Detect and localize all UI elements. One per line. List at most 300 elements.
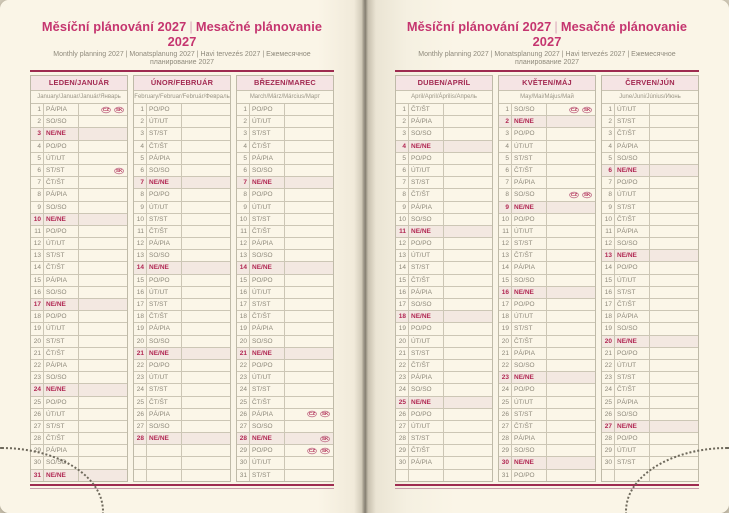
sk-holiday-badge-icon: SK bbox=[321, 411, 329, 417]
day-row bbox=[31, 299, 127, 311]
day-row bbox=[134, 372, 230, 384]
day-row bbox=[396, 238, 492, 250]
day-row bbox=[499, 287, 595, 299]
day-number: 19 bbox=[237, 323, 250, 334]
day-of-week-label: ČT/ŠT bbox=[250, 141, 285, 152]
day-row bbox=[31, 421, 127, 433]
day-of-week-label: PO/PO bbox=[250, 189, 285, 200]
notes-cell bbox=[182, 323, 230, 334]
notes-cell bbox=[79, 409, 127, 420]
day-of-week-label: PÁ/PIA bbox=[409, 116, 444, 127]
day-of-week-label: PÁ/PIA bbox=[250, 323, 285, 334]
day-of-week-label: ČT/ŠT bbox=[147, 226, 182, 237]
day-of-week-label: SO/SO bbox=[615, 238, 650, 249]
notes-cell bbox=[650, 421, 698, 432]
notes-cell bbox=[444, 128, 492, 139]
day-of-week-label: ÚT/UT bbox=[409, 250, 444, 261]
day-row bbox=[499, 445, 595, 457]
day-number: 13 bbox=[237, 250, 250, 261]
title-slovak: Mesačné plánovanie 2027 bbox=[532, 19, 688, 49]
day-number: 29 bbox=[499, 445, 512, 456]
day-row bbox=[499, 226, 595, 238]
notes-cell bbox=[650, 141, 698, 152]
notes-cell bbox=[650, 287, 698, 298]
day-number: 4 bbox=[602, 141, 615, 152]
day-row bbox=[237, 116, 333, 128]
day-of-week-label: ST/ST bbox=[147, 214, 182, 225]
day-number: 31 bbox=[499, 470, 512, 481]
day-row bbox=[396, 104, 492, 116]
notes-cell bbox=[650, 128, 698, 139]
day-of-week-label: ČT/ŠT bbox=[250, 226, 285, 237]
month-column bbox=[498, 75, 596, 482]
day-number: 18 bbox=[31, 311, 44, 322]
day-of-week-label: PÁ/PIA bbox=[409, 372, 444, 383]
day-of-week-label: NE/NE bbox=[615, 336, 650, 347]
day-of-week-label: ČT/ŠT bbox=[409, 104, 444, 115]
day-row bbox=[134, 445, 230, 457]
notes-cell bbox=[650, 153, 698, 164]
notes-cell bbox=[444, 141, 492, 152]
day-row bbox=[396, 275, 492, 287]
day-number: 31 bbox=[237, 470, 250, 481]
day-row bbox=[134, 421, 230, 433]
notes-cell bbox=[79, 177, 127, 188]
day-of-week-label: PÁ/PIA bbox=[44, 275, 79, 286]
day-of-week-label: NE/NE bbox=[512, 372, 547, 383]
notes-cell bbox=[650, 384, 698, 395]
day-row bbox=[499, 336, 595, 348]
day-of-week-label bbox=[147, 445, 182, 456]
day-number: 1 bbox=[602, 104, 615, 115]
day-row bbox=[237, 238, 333, 250]
day-of-week-label: ÚT/UT bbox=[250, 457, 285, 468]
day-number: 11 bbox=[499, 226, 512, 237]
day-of-week-label: ČT/ŠT bbox=[615, 128, 650, 139]
day-row bbox=[31, 250, 127, 262]
day-number: 16 bbox=[499, 287, 512, 298]
day-number: 21 bbox=[396, 348, 409, 359]
notes-cell bbox=[182, 226, 230, 237]
day-of-week-label: PÁ/PIA bbox=[409, 287, 444, 298]
day-row bbox=[499, 323, 595, 335]
day-row bbox=[134, 141, 230, 153]
day-number: 12 bbox=[499, 238, 512, 249]
day-of-week-label: ÚT/UT bbox=[615, 275, 650, 286]
notes-cell bbox=[650, 409, 698, 420]
day-row bbox=[237, 214, 333, 226]
day-of-week-label: PO/PO bbox=[409, 323, 444, 334]
header-rule bbox=[30, 70, 334, 72]
notes-cell bbox=[79, 384, 127, 395]
day-row bbox=[602, 323, 698, 335]
notes-cell bbox=[182, 262, 230, 273]
day-of-week-label: ÚT/UT bbox=[512, 226, 547, 237]
day-row bbox=[602, 104, 698, 116]
notes-cell bbox=[285, 128, 333, 139]
day-row bbox=[31, 433, 127, 445]
day-row bbox=[237, 153, 333, 165]
notes-cell bbox=[182, 433, 230, 444]
day-of-week-label: ČT/ŠT bbox=[250, 311, 285, 322]
notes-cell bbox=[650, 311, 698, 322]
day-number: 27 bbox=[134, 421, 147, 432]
day-number: 18 bbox=[134, 311, 147, 322]
day-number bbox=[134, 470, 147, 481]
day-row bbox=[237, 287, 333, 299]
day-number: 9 bbox=[602, 202, 615, 213]
day-number: 1 bbox=[31, 104, 44, 115]
day-row bbox=[134, 348, 230, 360]
notes-cell bbox=[444, 397, 492, 408]
day-of-week-label: ST/ST bbox=[250, 384, 285, 395]
day-row bbox=[31, 323, 127, 335]
day-row bbox=[499, 104, 595, 116]
day-number: 14 bbox=[134, 262, 147, 273]
day-number: 14 bbox=[499, 262, 512, 273]
notes-cell bbox=[444, 165, 492, 176]
day-number: 15 bbox=[499, 275, 512, 286]
notes-cell bbox=[650, 165, 698, 176]
notes-cell bbox=[79, 360, 127, 371]
day-of-week-label: ÚT/UT bbox=[409, 165, 444, 176]
day-number: 21 bbox=[134, 348, 147, 359]
day-row bbox=[237, 323, 333, 335]
day-of-week-label: ČT/ŠT bbox=[250, 397, 285, 408]
day-row bbox=[602, 202, 698, 214]
day-number: 4 bbox=[237, 141, 250, 152]
day-of-week-label: PÁ/PIA bbox=[409, 202, 444, 213]
day-rows bbox=[499, 104, 595, 481]
day-of-week-label: PO/PO bbox=[512, 299, 547, 310]
day-row bbox=[499, 214, 595, 226]
notes-cell bbox=[182, 299, 230, 310]
notes-cell bbox=[285, 202, 333, 213]
notes-cell bbox=[285, 275, 333, 286]
title-languages: Monthly planning 2027 | Monatsplanung 2027 | Havi tervezés 2027 | Ежемесячное планирование 2027 bbox=[418, 51, 676, 66]
cz-holiday-badge-icon: CZ bbox=[102, 107, 109, 112]
day-number: 30 bbox=[396, 457, 409, 468]
day-of-week-label: SO/SO bbox=[147, 250, 182, 261]
day-number: 8 bbox=[396, 189, 409, 200]
day-row bbox=[134, 189, 230, 201]
notes-cell bbox=[79, 141, 127, 152]
day-number: 22 bbox=[396, 360, 409, 371]
day-of-week-label: NE/NE bbox=[147, 348, 182, 359]
day-of-week-label: PÁ/PIA bbox=[512, 177, 547, 188]
day-of-week-label: NE/NE bbox=[250, 348, 285, 359]
day-number: 25 bbox=[237, 397, 250, 408]
months-left bbox=[30, 75, 334, 482]
day-row bbox=[602, 226, 698, 238]
notes-cell bbox=[547, 226, 595, 237]
notes-cell bbox=[79, 189, 127, 200]
day-of-week-label: PÁ/PIA bbox=[44, 104, 79, 115]
day-row bbox=[499, 116, 595, 128]
day-row bbox=[134, 153, 230, 165]
day-number: 20 bbox=[31, 336, 44, 347]
notes-cell bbox=[547, 409, 595, 420]
notes-cell bbox=[285, 384, 333, 395]
day-number: 30 bbox=[499, 457, 512, 468]
notes-cell bbox=[79, 165, 127, 176]
title-languages: Monthly planning 2027 | Monatsplanung 2027 | Havi tervezés 2027 | Ежемесячное планирование 2027 bbox=[53, 51, 311, 66]
day-of-week-label: PO/PO bbox=[615, 433, 650, 444]
notes-cell bbox=[547, 384, 595, 395]
day-of-week-label: ST/ST bbox=[44, 421, 79, 432]
month-name-header: ČERVEN/JÚN bbox=[602, 76, 698, 91]
day-number: 17 bbox=[602, 299, 615, 310]
notes-cell bbox=[285, 323, 333, 334]
notes-cell bbox=[285, 299, 333, 310]
notes-cell bbox=[650, 116, 698, 127]
day-row bbox=[31, 360, 127, 372]
day-row bbox=[31, 214, 127, 226]
day-of-week-label: ST/ST bbox=[409, 262, 444, 273]
day-of-week-label: ČT/ŠT bbox=[409, 189, 444, 200]
notes-cell bbox=[547, 372, 595, 383]
day-row bbox=[237, 409, 333, 421]
day-number: 24 bbox=[31, 384, 44, 395]
notes-cell bbox=[547, 397, 595, 408]
day-row bbox=[237, 141, 333, 153]
day-number: 21 bbox=[499, 348, 512, 359]
day-of-week-label: PO/PO bbox=[615, 348, 650, 359]
day-number: 28 bbox=[602, 433, 615, 444]
day-row bbox=[396, 165, 492, 177]
sk-holiday-badge-icon: SK bbox=[583, 192, 591, 198]
day-number: 16 bbox=[237, 287, 250, 298]
day-row bbox=[134, 250, 230, 262]
day-row bbox=[237, 226, 333, 238]
notes-cell bbox=[285, 141, 333, 152]
day-number: 14 bbox=[31, 262, 44, 273]
day-row bbox=[602, 336, 698, 348]
day-of-week-label: NE/NE bbox=[44, 470, 79, 481]
notes-cell bbox=[444, 153, 492, 164]
day-of-week-label: ÚT/UT bbox=[512, 311, 547, 322]
day-of-week-label: PO/PO bbox=[147, 189, 182, 200]
notes-cell bbox=[79, 214, 127, 225]
notes-cell bbox=[79, 250, 127, 261]
day-rows bbox=[602, 104, 698, 481]
notes-cell bbox=[547, 287, 595, 298]
day-row bbox=[602, 397, 698, 409]
day-number: 20 bbox=[134, 336, 147, 347]
day-of-week-label: ČT/ŠT bbox=[409, 360, 444, 371]
day-of-week-label: SO/SO bbox=[615, 323, 650, 334]
day-row bbox=[396, 457, 492, 469]
notes-cell bbox=[285, 433, 333, 444]
day-row bbox=[31, 141, 127, 153]
notes-cell bbox=[182, 153, 230, 164]
day-number: 13 bbox=[499, 250, 512, 261]
day-number: 11 bbox=[396, 226, 409, 237]
notes-cell bbox=[444, 323, 492, 334]
day-row bbox=[134, 275, 230, 287]
notes-cell bbox=[547, 262, 595, 273]
day-of-week-label: PO/PO bbox=[409, 153, 444, 164]
notes-cell bbox=[182, 238, 230, 249]
day-of-week-label: PO/PO bbox=[409, 238, 444, 249]
day-number: 20 bbox=[602, 336, 615, 347]
day-of-week-label: SO/SO bbox=[512, 275, 547, 286]
day-number: 28 bbox=[237, 433, 250, 444]
day-of-week-label: PÁ/PIA bbox=[512, 433, 547, 444]
day-of-week-label: PO/PO bbox=[512, 470, 547, 481]
day-of-week-label: PÁ/PIA bbox=[615, 311, 650, 322]
day-of-week-label: ÚT/UT bbox=[147, 372, 182, 383]
day-number: 9 bbox=[396, 202, 409, 213]
notes-cell bbox=[444, 250, 492, 261]
day-of-week-label: ÚT/UT bbox=[250, 202, 285, 213]
day-of-week-label: ÚT/UT bbox=[147, 202, 182, 213]
day-row bbox=[602, 262, 698, 274]
notes-cell bbox=[547, 311, 595, 322]
day-row bbox=[499, 165, 595, 177]
day-number: 15 bbox=[396, 275, 409, 286]
notes-cell bbox=[444, 262, 492, 273]
day-row bbox=[499, 348, 595, 360]
notes-cell bbox=[444, 457, 492, 468]
day-of-week-label: ST/ST bbox=[250, 128, 285, 139]
day-number: 28 bbox=[396, 433, 409, 444]
notes-cell bbox=[285, 397, 333, 408]
notes-cell bbox=[182, 189, 230, 200]
day-of-week-label: ST/ST bbox=[615, 202, 650, 213]
day-row bbox=[237, 384, 333, 396]
day-number: 30 bbox=[237, 457, 250, 468]
day-of-week-label: ÚT/UT bbox=[615, 360, 650, 371]
notes-cell bbox=[444, 372, 492, 383]
header-rule bbox=[395, 70, 699, 72]
day-number: 5 bbox=[602, 153, 615, 164]
notes-cell bbox=[182, 116, 230, 127]
day-number: 6 bbox=[237, 165, 250, 176]
day-of-week-label bbox=[147, 457, 182, 468]
day-number: 5 bbox=[499, 153, 512, 164]
notes-cell bbox=[547, 177, 595, 188]
notes-cell bbox=[79, 202, 127, 213]
day-number: 1 bbox=[237, 104, 250, 115]
day-number: 20 bbox=[237, 336, 250, 347]
notes-cell bbox=[79, 238, 127, 249]
day-row bbox=[396, 189, 492, 201]
day-row bbox=[396, 153, 492, 165]
day-row bbox=[396, 250, 492, 262]
month-languages: February/Februar/Február/Февраль bbox=[134, 91, 230, 104]
day-number: 20 bbox=[499, 336, 512, 347]
day-row bbox=[237, 421, 333, 433]
notes-cell bbox=[650, 360, 698, 371]
notes-cell bbox=[79, 311, 127, 322]
day-row bbox=[396, 360, 492, 372]
day-number: 22 bbox=[134, 360, 147, 371]
cz-holiday-badge-icon: CZ bbox=[308, 448, 315, 454]
day-of-week-label: PO/PO bbox=[250, 445, 285, 456]
day-of-week-label: SO/SO bbox=[409, 128, 444, 139]
day-row bbox=[31, 372, 127, 384]
day-of-week-label: PÁ/PIA bbox=[409, 457, 444, 468]
day-row bbox=[396, 433, 492, 445]
day-row bbox=[396, 128, 492, 140]
day-number: 16 bbox=[134, 287, 147, 298]
day-number: 11 bbox=[134, 226, 147, 237]
day-row bbox=[499, 457, 595, 469]
day-of-week-label: ČT/ŠT bbox=[512, 336, 547, 347]
notes-cell bbox=[182, 421, 230, 432]
day-of-week-label: NE/NE bbox=[44, 214, 79, 225]
notes-cell bbox=[444, 226, 492, 237]
day-of-week-label: PO/PO bbox=[147, 360, 182, 371]
notes-cell bbox=[285, 226, 333, 237]
day-number: 15 bbox=[237, 275, 250, 286]
notes-cell bbox=[444, 177, 492, 188]
day-number: 23 bbox=[396, 372, 409, 383]
month-name-header: KVĚTEN/MÁJ bbox=[499, 76, 595, 91]
day-of-week-label: ČT/ŠT bbox=[409, 445, 444, 456]
day-of-week-label: SO/SO bbox=[512, 360, 547, 371]
notes-cell bbox=[79, 226, 127, 237]
notes-cell bbox=[444, 275, 492, 286]
day-row bbox=[31, 348, 127, 360]
month-column bbox=[30, 75, 128, 482]
day-of-week-label: SO/SO bbox=[44, 457, 79, 468]
day-row bbox=[31, 275, 127, 287]
notes-cell bbox=[285, 348, 333, 359]
day-number: 16 bbox=[396, 287, 409, 298]
day-number: 23 bbox=[602, 372, 615, 383]
day-of-week-label: PO/PO bbox=[512, 384, 547, 395]
day-number: 16 bbox=[602, 287, 615, 298]
day-number: 24 bbox=[602, 384, 615, 395]
day-row bbox=[602, 214, 698, 226]
notes-cell bbox=[79, 128, 127, 139]
day-row bbox=[134, 177, 230, 189]
day-number: 11 bbox=[602, 226, 615, 237]
day-number: 7 bbox=[134, 177, 147, 188]
day-number: 18 bbox=[396, 311, 409, 322]
page-right bbox=[365, 0, 729, 513]
day-number: 6 bbox=[602, 165, 615, 176]
notes-cell bbox=[79, 445, 127, 456]
day-of-week-label: NE/NE bbox=[147, 433, 182, 444]
day-row bbox=[602, 421, 698, 433]
day-number: 6 bbox=[31, 165, 44, 176]
month-name-header: LEDEN/JANUÁR bbox=[31, 76, 127, 91]
notes-cell bbox=[285, 372, 333, 383]
day-of-week-label: NE/NE bbox=[615, 165, 650, 176]
day-of-week-label: ÚT/UT bbox=[44, 238, 79, 249]
day-number: 13 bbox=[31, 250, 44, 261]
notes-cell bbox=[182, 165, 230, 176]
day-number: 7 bbox=[237, 177, 250, 188]
notes-cell bbox=[285, 238, 333, 249]
day-of-week-label: ST/ST bbox=[615, 287, 650, 298]
day-of-week-label: ÚT/UT bbox=[250, 287, 285, 298]
day-row bbox=[396, 470, 492, 481]
notes-cell bbox=[650, 397, 698, 408]
day-number: 11 bbox=[31, 226, 44, 237]
notes-cell bbox=[650, 226, 698, 237]
page-left bbox=[0, 0, 364, 513]
day-of-week-label: ČT/ŠT bbox=[147, 311, 182, 322]
day-row bbox=[602, 165, 698, 177]
day-of-week-label: PO/PO bbox=[44, 226, 79, 237]
day-number: 27 bbox=[31, 421, 44, 432]
day-number: 2 bbox=[237, 116, 250, 127]
day-row bbox=[602, 250, 698, 262]
